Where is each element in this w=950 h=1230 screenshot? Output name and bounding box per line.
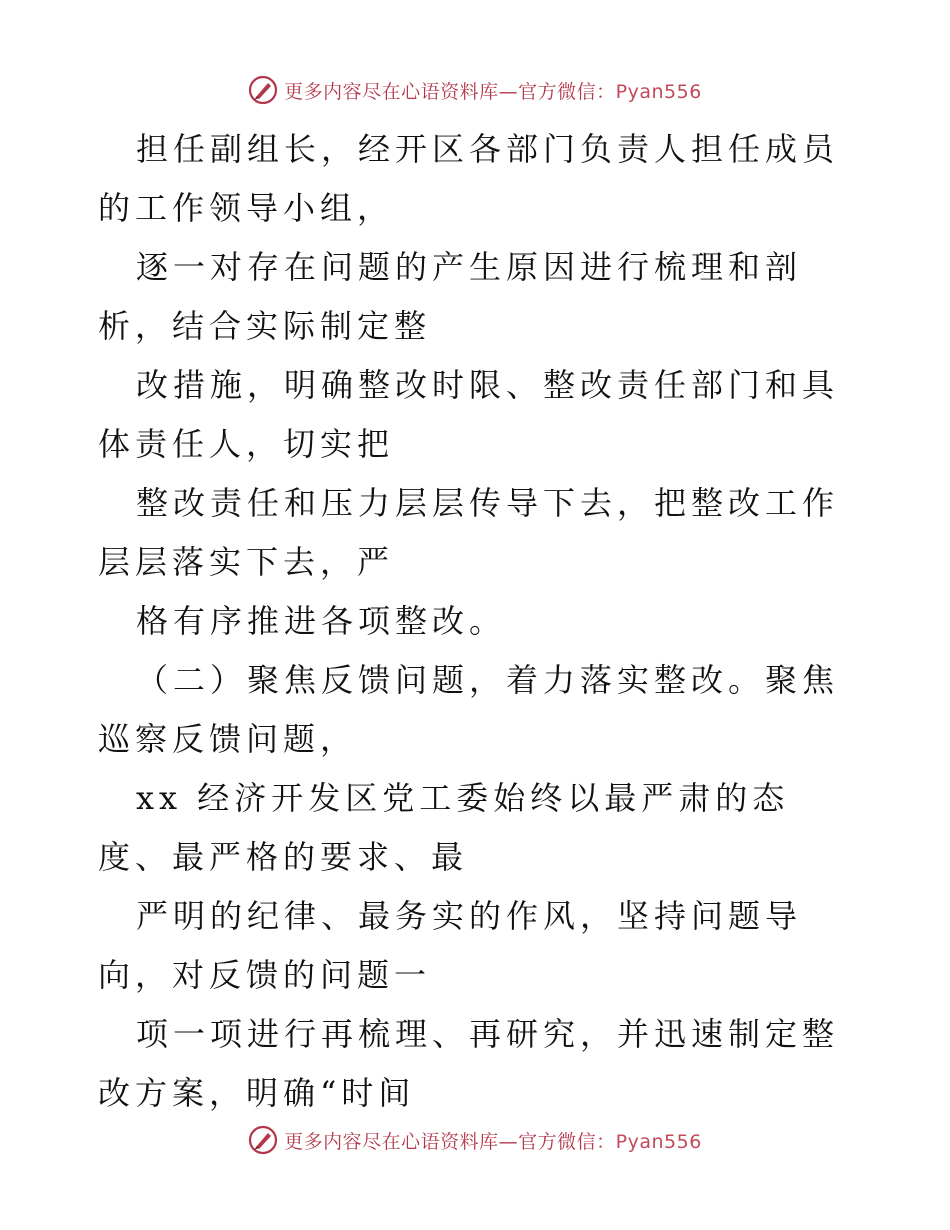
quill-pen-logo-icon xyxy=(248,75,278,105)
banner-text: 更多内容尽在心语资料库—官方微信： xyxy=(284,1130,616,1153)
quill-pen-logo-icon xyxy=(248,1125,278,1155)
paragraph-line: xx 经济开发区党工委始终以最严肃的态度、最严格的要求、最 xyxy=(98,779,790,876)
banner-brand: Pyan556 xyxy=(615,1130,702,1153)
paragraph-line: 项一项进行再梳理、再研究，并迅速制定整改方案，明确“时间 xyxy=(98,1015,840,1112)
document-body xyxy=(98,120,858,1123)
paragraph-line: 担任副组长，经开区各部门负责人担任成员的工作领导小组， xyxy=(98,130,840,227)
footer-banner xyxy=(0,1120,950,1160)
banner-promo-text xyxy=(284,1127,702,1154)
paragraph-line: 逐一对存在问题的产生原因进行梳理和剖析，结合实际制定整 xyxy=(98,248,803,345)
paragraph-line: （二）聚焦反馈问题，着力落实整改。聚焦巡察反馈问题， xyxy=(98,661,840,758)
paragraph-line: 整改责任和压力层层传导下去，把整改工作层层落实下去，严 xyxy=(98,484,840,581)
paragraph-line: 严明的纪律、最务实的作风，坚持问题导向，对反馈的问题一 xyxy=(98,897,803,994)
banner-promo-text xyxy=(284,77,702,104)
paragraph-line: 格有序推进各项整改。 xyxy=(136,602,507,640)
banner-text: 更多内容尽在心语资料库—官方微信： xyxy=(284,80,616,103)
banner-brand: Pyan556 xyxy=(615,80,702,103)
header-banner xyxy=(0,70,950,110)
paragraph-line: 改措施，明确整改时限、整改责任部门和具体责任人，切实把 xyxy=(98,366,840,463)
